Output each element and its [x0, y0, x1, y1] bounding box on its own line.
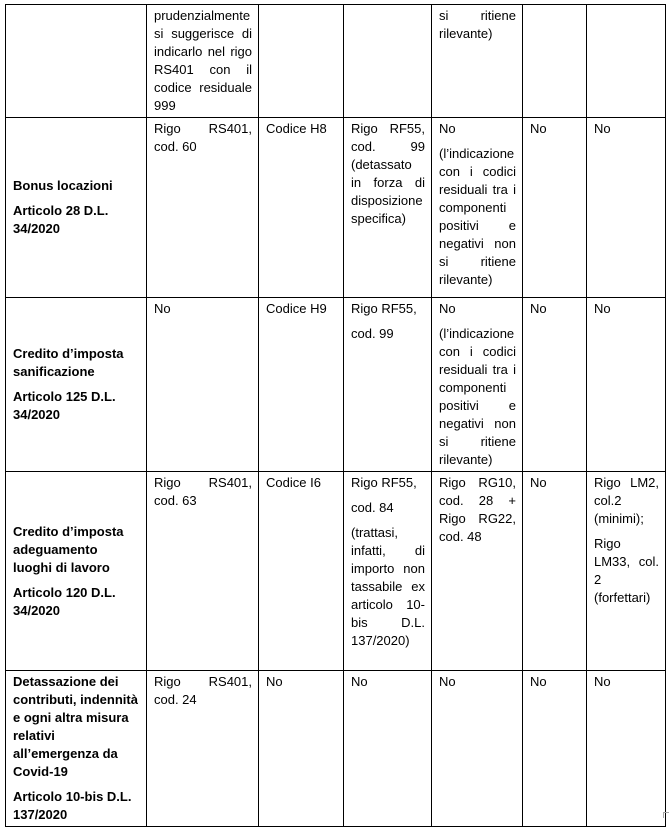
- row-credito-sanificazione: [6, 298, 666, 472]
- table-cell: [344, 5, 432, 118]
- table-cell: [259, 671, 344, 827]
- table-cell: [432, 5, 523, 118]
- table-cell: [147, 472, 259, 671]
- cell-paragraph: (l’indicazione con i codici residuali tra i componenti positivi e negativi non si ritiene rilevante): [439, 326, 516, 467]
- row-header-cell: [6, 671, 147, 827]
- table-cell: [587, 298, 666, 472]
- cell-paragraph: No: [439, 674, 456, 689]
- cell-paragraph: No: [594, 121, 611, 136]
- cell-paragraph: Articolo 120 D.L. 34/2020: [13, 584, 116, 618]
- cell-paragraph: No: [351, 674, 368, 689]
- cell-paragraph: Rigo RS401, cod. 63: [154, 475, 252, 508]
- cell-paragraph: cod. 99: [351, 326, 394, 341]
- table-cell: [587, 5, 666, 118]
- cell-paragraph: No: [530, 475, 547, 490]
- table-cell: [523, 298, 587, 472]
- row-header-cell: [6, 298, 147, 472]
- cell-paragraph: cod. 84: [351, 500, 394, 515]
- row-credito-adeguamento-luoghi-lavoro: [6, 472, 666, 671]
- cell-paragraph: No: [530, 674, 547, 689]
- table-cell: [147, 5, 259, 118]
- table-cell: [432, 671, 523, 827]
- cell-paragraph: (l’indicazione con i codici residuali tra i componenti positivi e negativi non si ritiene rilevante): [439, 146, 516, 287]
- table-cell: [587, 118, 666, 298]
- table-cell: [147, 671, 259, 827]
- table-cell: [147, 298, 259, 472]
- cell-paragraph: si ritiene rilevante): [439, 8, 516, 41]
- table-cell: [432, 298, 523, 472]
- cell-paragraph: No: [439, 301, 456, 316]
- cell-paragraph: No: [594, 301, 611, 316]
- table-cell: [259, 472, 344, 671]
- cell-paragraph: No: [594, 674, 611, 689]
- table-cell: [344, 472, 432, 671]
- table-cell: [259, 118, 344, 298]
- table-cell: [259, 5, 344, 118]
- row-bonus-locazioni: [6, 118, 666, 298]
- cell-paragraph: No: [266, 674, 283, 689]
- cell-paragraph: Credito d’imposta adeguamento luoghi di lavoro: [13, 523, 124, 575]
- table-cell: [344, 298, 432, 472]
- cell-paragraph: Rigo RF55,: [351, 301, 417, 316]
- table-cell: [523, 5, 587, 118]
- cell-paragraph: Rigo RF55, cod. 99 (detassato in forza di disposizione specifica): [351, 121, 425, 226]
- cell-paragraph: No: [154, 301, 171, 316]
- cell-paragraph: No: [439, 121, 456, 136]
- cell-paragraph: (trattasi, infatti, di importo non tassabile ex articolo 10-bis D.L. 137/2020): [351, 525, 425, 648]
- table-cell: [147, 118, 259, 298]
- cell-paragraph: Rigo RF55,: [351, 475, 417, 490]
- cell-paragraph: Credito d’imposta sanificazione: [13, 346, 124, 379]
- cell-paragraph: Rigo RS401, cod. 24: [154, 674, 252, 707]
- cell-paragraph: Bonus locazioni: [13, 178, 113, 193]
- cell-paragraph: Rigo RS401, cod. 60: [154, 121, 252, 154]
- table-cell: [523, 671, 587, 827]
- cell-paragraph: Codice H8: [266, 121, 327, 136]
- cell-paragraph: No: [530, 301, 547, 316]
- cell-paragraph: Rigo LM2, col.2 (minimi);: [594, 475, 659, 526]
- table-cell: [523, 118, 587, 298]
- tax-credits-table: [5, 4, 666, 827]
- cell-paragraph: Articolo 10-bis D.L. 137/2020: [13, 789, 132, 822]
- row-header-cell: [6, 118, 147, 298]
- row-continuation: [6, 5, 666, 118]
- cell-paragraph: prudenzialmente si suggerisce di indicarlo nel rigo RS401 con il codice residuale 999: [154, 8, 252, 113]
- cell-paragraph: No: [530, 121, 547, 136]
- table-cell: [344, 671, 432, 827]
- table-cell: [432, 472, 523, 671]
- table-cell: [587, 671, 666, 827]
- cell-paragraph: Rigo LM33, col. 2 (forfettari): [594, 536, 659, 605]
- table-cell: [432, 118, 523, 298]
- cell-paragraph: Articolo 125 D.L. 34/2020: [13, 389, 116, 422]
- row-header-cell: [6, 5, 147, 118]
- cell-paragraph: Rigo RG10, cod. 28 + Rigo RG22, cod. 48: [439, 475, 516, 544]
- cell-paragraph: Articolo 28 D.L. 34/2020: [13, 203, 109, 236]
- cell-paragraph: Codice H9: [266, 301, 327, 316]
- table-cell: [523, 472, 587, 671]
- table-resize-handle-artifact: [663, 812, 669, 818]
- row-detassazione-contributi: [6, 671, 666, 827]
- table-cell: [587, 472, 666, 671]
- table-cell: [344, 118, 432, 298]
- cell-paragraph: Detassazione dei contributi, indennità e ogni altra misura relativi all’emergenza da Covid-19: [13, 674, 138, 779]
- table-cell: [259, 298, 344, 472]
- row-header-cell: [6, 472, 147, 671]
- cell-paragraph: Codice I6: [266, 475, 321, 490]
